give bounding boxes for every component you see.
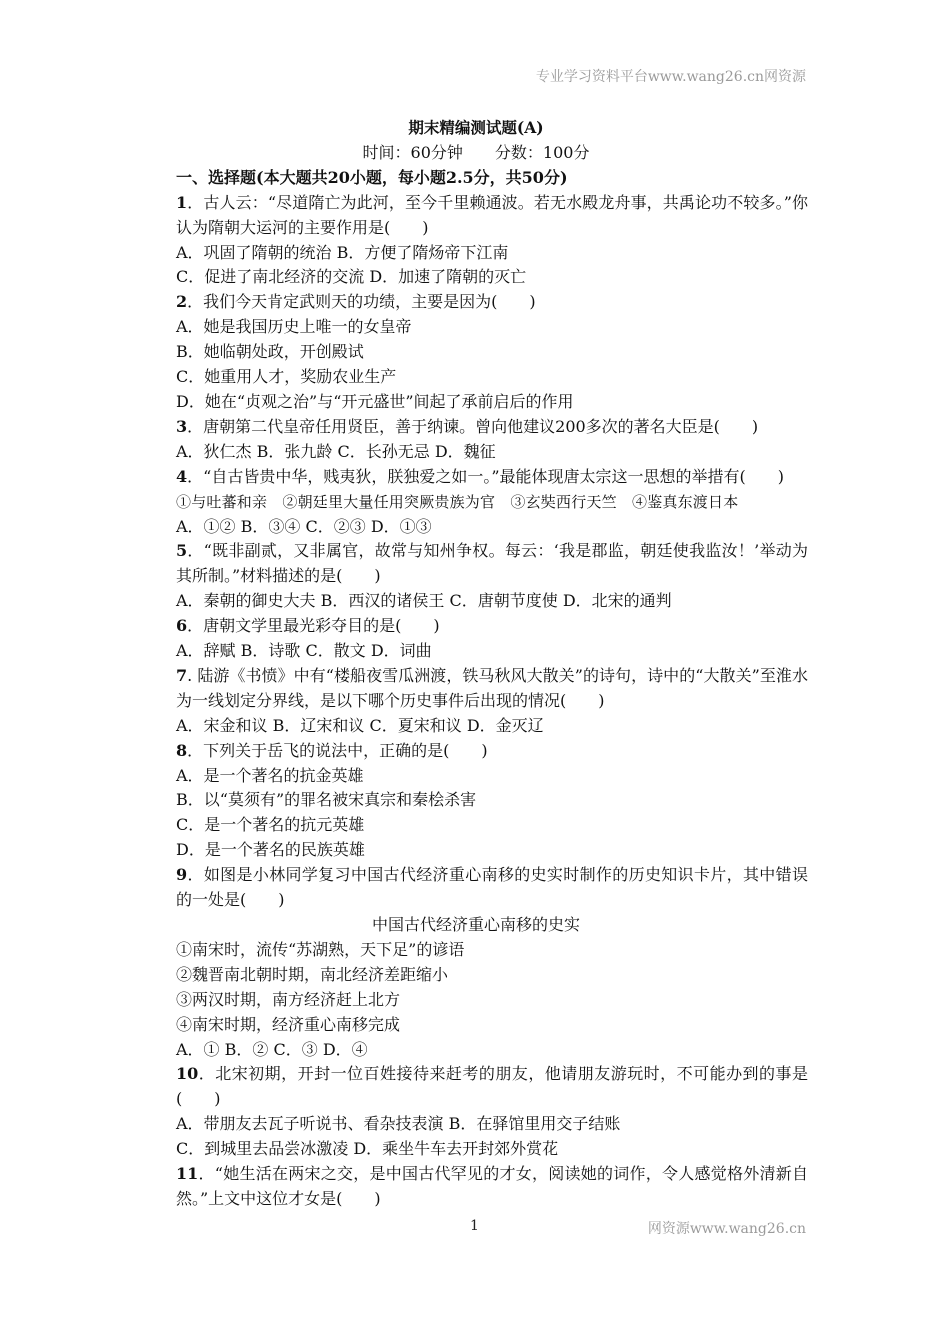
card-item: ③两汉时期，南方经济赶上北方	[176, 989, 401, 1009]
option-c: C．她重用人才，奖励农业生产	[176, 367, 397, 387]
option-line: A．① B．② C．③ D．④	[176, 1039, 368, 1059]
page-number: 1	[470, 1218, 479, 1234]
option-line: A．秦朝的御史大夫 B．西汉的诸侯王 C．唐朝节度使 D．北宋的通判	[176, 591, 672, 611]
footer-source: 网资源www.wang26.cn	[647, 1221, 806, 1237]
question-number: 10	[176, 1064, 199, 1084]
question-number: 2	[176, 292, 188, 312]
question-8	[144, 739, 808, 764]
question-stem: ．唐朝文学里最光彩夺目的是( )	[187, 616, 440, 636]
question-number: 9	[176, 865, 188, 885]
question-number: 5	[176, 541, 188, 561]
question-11	[144, 1162, 808, 1212]
card-title: 中国古代经济重心南移的史实	[371, 915, 580, 934]
question-stem: ．唐朝第二代皇帝任用贤臣，善于纳谏。曾向他建议200多次的著名大臣是( )	[187, 416, 759, 436]
question-stem: ．我们今天肯定武则天的功绩，主要是因为( )	[187, 292, 536, 312]
question-1	[144, 191, 808, 241]
question-stem: ．“自古皆贵中华，贱夷狄，朕独爱之如一。”最能体现唐太宗这一思想的举措有( )	[187, 466, 784, 486]
question-3	[144, 415, 808, 440]
header-source: 专业学习资料平台www.wang26.cn网资源	[535, 69, 806, 85]
option-line: A．巩固了隋朝的统治 B．方便了隋炀帝下江南	[176, 242, 509, 262]
question-stem: ．北宋初期，开封一位百姓接待来赶考的朋友，他请朋友游玩时，不可能办到的事是( )	[176, 1064, 808, 1109]
question-number: 11	[176, 1164, 199, 1184]
option-b: B．她临朝处政，开创殿试	[176, 342, 364, 362]
question-stem: ．“既非副贰，又非属官，故常与知州争权。每云：‘我是郡监，朝廷使我监汝！’举动为其所制。”材料描述的是( )	[176, 541, 808, 586]
question-9	[144, 863, 808, 913]
question-stem: ．古人云：“尽道隋亡为此河，至今千里赖通波。若无水殿龙舟事，共禹论功不较多。”你认为隋朝大运河的主要作用是( )	[176, 192, 808, 237]
option-c: C．是一个著名的抗元英雄	[176, 815, 365, 835]
exam-meta: 时间：60分钟 分数：100分	[362, 142, 590, 162]
option-b: B．以“莫须有”的罪名被宋真宗和秦桧杀害	[176, 790, 477, 810]
question-number: 7	[176, 665, 188, 685]
question-number: 1	[176, 192, 188, 212]
card-item: ④南宋时期，经济重心南移完成	[176, 1014, 401, 1034]
question-number: 3	[176, 416, 188, 436]
option-line: A．辞赋 B．诗歌 C．散文 D．词曲	[176, 641, 432, 661]
question-7	[144, 664, 808, 714]
option-line: C．到城里去品尝冰激凌 D．乘坐牛车去开封郊外赏花	[176, 1139, 559, 1159]
question-2	[144, 290, 808, 315]
question-stem: ．下列关于岳飞的说法中，正确的是( )	[187, 740, 488, 760]
question-stem: ．如图是小林同学复习中国古代经济重心南移的史实时制作的历史知识卡片，其中错误的一处是( )	[176, 865, 808, 910]
page-title: 期末精编测试题(A)	[408, 118, 544, 137]
question-5	[144, 539, 808, 589]
card-item: ②魏晋南北朝时期，南北经济差距缩小	[176, 964, 449, 984]
question-4	[144, 465, 808, 490]
card-item: ①南宋时，流传“苏湖熟，天下足”的谚语	[176, 939, 465, 959]
option-line: A．带朋友去瓦子听说书、看杂技表演 B．在驿馆里用交子结账	[176, 1114, 621, 1134]
question-6	[144, 614, 808, 639]
option-a: A．她是我国历史上唯一的女皇帝	[176, 317, 412, 337]
question-number: 4	[176, 466, 188, 486]
option-d: D．是一个著名的民族英雄	[176, 840, 365, 860]
option-d: D．她在“贞观之治”与“开元盛世”间起了承前启后的作用	[176, 391, 574, 411]
question-number: 6	[176, 616, 188, 636]
option-line: C．促进了南北经济的交流 D．加速了隋朝的灭亡	[176, 267, 527, 287]
statement-items: ①与吐蕃和亲 ②朝廷里大量任用突厥贵族为官 ③玄奘西行天竺 ④鉴真东渡日本	[176, 492, 739, 511]
question-stem: ．“她生活在两宋之交，是中国古代罕见的才女，阅读她的词作，令人感觉格外清新自然。”上文中这位才女是( )	[176, 1164, 808, 1208]
document-body	[144, 116, 808, 1212]
question-10	[144, 1062, 808, 1112]
option-line: A．①② B．③④ C．②③ D．①③	[176, 516, 432, 536]
question-stem: . 陆游《书愤》中有“楼船夜雪瓜洲渡，铁马秋风大散关”的诗句，诗中的“大散关”至淮水为一线划定分界线，是以下哪个历史事件后出现的情况( )	[176, 665, 808, 710]
section-heading: 一、选择题(本大题共20小题，每小题2.5分，共50分)	[176, 167, 568, 187]
option-line: A．宋金和议 B．辽宋和议 C．夏宋和议 D．金灭辽	[176, 715, 544, 735]
option-a: A．是一个著名的抗金英雄	[176, 765, 364, 785]
option-line: A．狄仁杰 B．张九龄 C．长孙无忌 D．魏征	[176, 441, 496, 461]
question-number: 8	[176, 740, 188, 760]
